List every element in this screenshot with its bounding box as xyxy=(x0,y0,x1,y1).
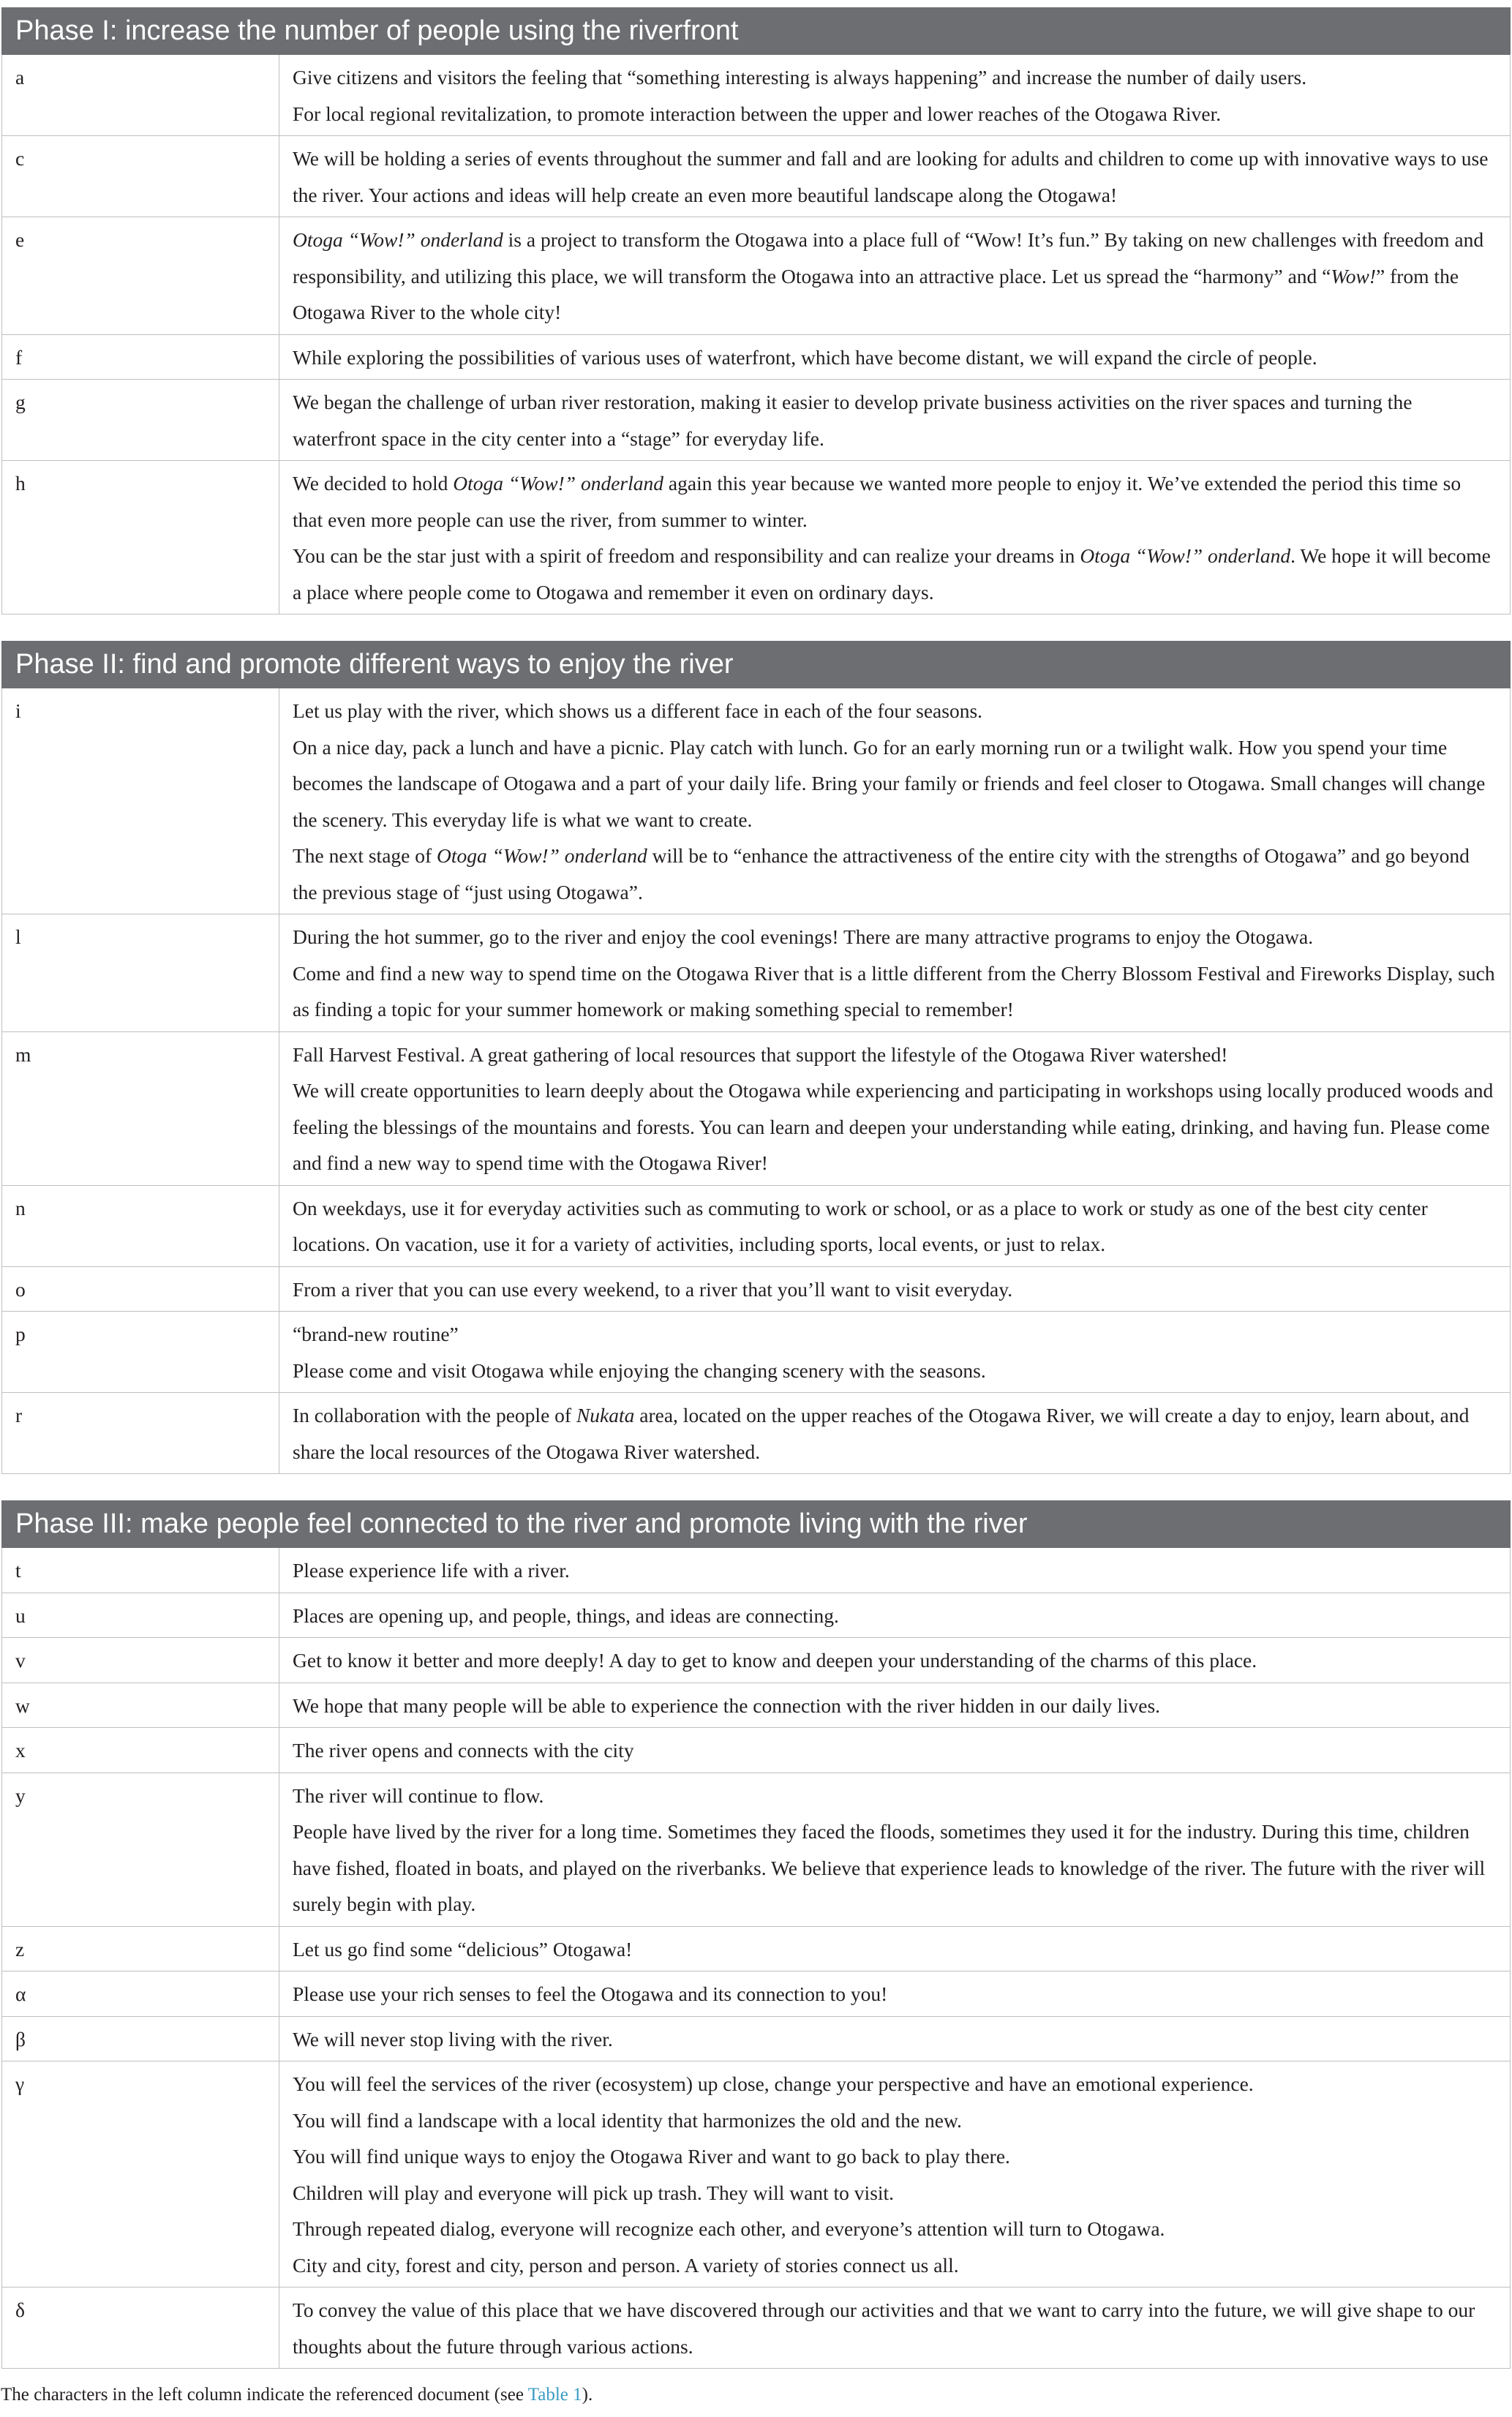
cell-paragraph xyxy=(293,1552,1496,1589)
text-segment: Children will play and everyone will pick up trash. They will want to visit. xyxy=(293,2181,895,2204)
document-id-cell: y xyxy=(2,1773,279,1926)
cell-paragraph xyxy=(293,2102,1496,2139)
table-row xyxy=(1,2061,1511,2288)
text-segment: You will feel the services of the river (ecosystem) up close, change your perspective and have an emotional experience. xyxy=(293,2072,1254,2095)
phase-section xyxy=(1,641,1511,1474)
table-row xyxy=(1,1312,1511,1393)
document-id-cell: f xyxy=(2,335,279,380)
cell-paragraph xyxy=(293,1642,1496,1679)
table-row xyxy=(1,136,1511,217)
document-id-cell: α xyxy=(2,1971,279,2016)
cell-paragraph xyxy=(293,59,1496,96)
italic-text: Wow! xyxy=(1331,264,1377,287)
document-id-cell: c xyxy=(2,136,279,217)
table-row xyxy=(1,2017,1511,2062)
table-1-link[interactable]: Table 1 xyxy=(527,2385,582,2405)
document-id-cell: v xyxy=(2,1638,279,1683)
cell-paragraph xyxy=(293,1271,1496,1308)
table-row xyxy=(1,1971,1511,2017)
text-segment: You can be the star just with a spirit of freedom and responsibility and can realize your dreams in xyxy=(293,544,1080,567)
text-segment: Give citizens and visitors the feeling that “something interesting is always happening” and increase the number of daily users. xyxy=(293,66,1307,89)
text-segment: The next stage of xyxy=(293,844,437,867)
table-footnote xyxy=(1,2379,1511,2411)
footnote-text-end: ). xyxy=(582,2385,593,2405)
text-segment: We will be holding a series of events throughout the summer and fall and are looking for adults and children to come up with innovative ways to use the river. Your actions and ideas will help create an even more beautiful landscape along the Otogawa! xyxy=(293,147,1489,206)
statement-cell xyxy=(279,1728,1510,1773)
statement-cell xyxy=(279,1593,1510,1638)
cell-paragraph xyxy=(293,2247,1496,2284)
table-row xyxy=(1,1927,1511,1972)
italic-text: Otoga “Wow!” onderland xyxy=(453,472,664,495)
text-segment: You will find a landscape with a local identity that harmonizes the old and the new. xyxy=(293,2108,962,2132)
cell-paragraph xyxy=(293,2292,1496,2364)
cell-paragraph xyxy=(293,2066,1496,2102)
text-segment: Please use your rich senses to feel the Otogawa and its connection to you! xyxy=(293,1982,888,2005)
text-segment: “brand-new routine” xyxy=(293,1323,459,1345)
document-id-cell: g xyxy=(2,380,279,460)
cell-paragraph xyxy=(293,838,1496,910)
cell-paragraph xyxy=(293,2021,1496,2058)
document-id-cell: l xyxy=(2,914,279,1031)
cell-paragraph xyxy=(293,222,1496,331)
statement-cell xyxy=(279,1971,1510,2016)
cell-paragraph xyxy=(293,955,1496,1028)
text-segment: While exploring the possibilities of various uses of waterfront, which have become distant, we will expand the circle of people. xyxy=(293,345,1317,369)
italic-text: Otoga “Wow!” onderland xyxy=(1080,544,1291,567)
text-segment: ” from the Otogawa River to the whole city! xyxy=(293,264,1459,323)
italic-text: Nukata xyxy=(576,1404,635,1426)
text-segment: The river will continue to flow. xyxy=(293,1783,544,1807)
statement-cell xyxy=(279,1032,1510,1185)
table-row xyxy=(1,55,1511,136)
document-id-cell: r xyxy=(2,1393,279,1473)
text-segment: On weekdays, use it for everyday activities such as commuting to work or school, or as a place to work or study as one of the best city center locations. On vacation, use it for a variety of activities, including sports, local events, or just to relax. xyxy=(293,1196,1428,1255)
table-row xyxy=(1,1728,1511,1773)
cell-paragraph xyxy=(293,919,1496,955)
text-segment: You will find unique ways to enjoy the Otogawa River and want to go back to play there. xyxy=(293,2145,1010,2168)
statement-cell xyxy=(279,2061,1510,2287)
text-segment: From a river that you can use every weekend, to a river that you’ll want to visit everyday. xyxy=(293,1277,1013,1301)
statement-cell xyxy=(279,688,1510,914)
text-segment: The river opens and connects with the city xyxy=(293,1739,634,1762)
statement-cell xyxy=(279,914,1510,1031)
statement-cell xyxy=(279,55,1510,135)
phase-section xyxy=(1,1500,1511,2369)
table-row xyxy=(1,380,1511,461)
cell-paragraph xyxy=(293,1778,1496,1814)
cell-paragraph xyxy=(293,729,1496,838)
text-segment: . We hope it will become a place where people come to Otogawa and remember it even on ordinary days. xyxy=(293,544,1491,604)
text-segment: area, located on the upper reaches of the Otogawa River, we will create a day to enjoy, learn about, and share the local resources of the Otogawa River watershed. xyxy=(293,1404,1470,1463)
cell-paragraph xyxy=(293,465,1496,538)
document-id-cell: o xyxy=(2,1267,279,1312)
statement-cell xyxy=(279,2288,1510,2368)
statement-cell xyxy=(279,2017,1510,2061)
statement-cell xyxy=(279,1393,1510,1473)
statement-cell xyxy=(279,461,1510,614)
phase-header: Phase III: make people feel connected to the river and promote living with the river xyxy=(1,1500,1511,1548)
table-row xyxy=(1,2288,1511,2369)
phase-header: Phase II: find and promote different ways to enjoy the river xyxy=(1,641,1511,688)
text-segment: Let us play with the river, which shows us a different face in each of the four seasons. xyxy=(293,699,983,722)
phase-statements-table xyxy=(1,7,1511,2411)
statement-cell xyxy=(279,1312,1510,1392)
cell-paragraph xyxy=(293,1397,1496,1470)
cell-paragraph xyxy=(293,1813,1496,1922)
table-row xyxy=(1,217,1511,335)
text-segment: To convey the value of this place that we have discovered through our activities and that we want to carry into the future, we will give shape to our thoughts about the future through various actions. xyxy=(293,2298,1475,2358)
document-id-cell: i xyxy=(2,688,279,914)
document-id-cell: u xyxy=(2,1593,279,1638)
cell-paragraph xyxy=(293,339,1496,376)
cell-paragraph xyxy=(293,1931,1496,1968)
statement-cell xyxy=(279,1683,1510,1728)
cell-paragraph xyxy=(293,140,1496,213)
table-row xyxy=(1,1393,1511,1474)
text-segment: Let us go find some “delicious” Otogawa! xyxy=(293,1937,633,1961)
text-segment: again this year because we wanted more people to enjoy it. We’ve extended the period this time so that even more people can use the river, from summer to winter. xyxy=(293,472,1462,531)
document-id-cell: w xyxy=(2,1683,279,1728)
table-row xyxy=(1,1186,1511,1267)
table-row xyxy=(1,1773,1511,1927)
text-segment: Fall Harvest Festival. A great gathering of local resources that support the lifestyle of the Otogawa River watershed! xyxy=(293,1042,1228,1066)
cell-paragraph xyxy=(293,693,1496,729)
text-segment: For local regional revitalization, to promote interaction between the upper and lower reaches of the Otogawa River. xyxy=(293,102,1222,125)
cell-paragraph xyxy=(293,96,1496,132)
document-id-cell: m xyxy=(2,1032,279,1185)
table-row xyxy=(1,1032,1511,1186)
italic-text: Otoga “Wow!” onderland xyxy=(293,228,503,251)
cell-paragraph xyxy=(293,384,1496,456)
statement-cell xyxy=(279,1186,1510,1266)
statement-cell xyxy=(279,1548,1510,1593)
document-id-cell: β xyxy=(2,2017,279,2061)
statement-cell xyxy=(279,1267,1510,1312)
text-segment: City and city, forest and city, person and person. A variety of stories connect us all. xyxy=(293,2253,959,2277)
cell-paragraph xyxy=(293,1976,1496,2012)
text-segment: People have lived by the river for a long time. Sometimes they faced the floods, sometimes they used it for the industry. During this time, children have fished, floated in boats, and played on the riverbanks. We believe that experience leads to knowledge of the river. The future with the river will surely begin with play. xyxy=(293,1820,1486,1915)
statement-cell xyxy=(279,1927,1510,1971)
statement-cell xyxy=(279,1773,1510,1926)
text-segment: We began the challenge of urban river restoration, making it easier to develop private business activities on the river spaces and turning the waterfront space in the city center into a “stage” for everyday life. xyxy=(293,391,1413,450)
cell-paragraph xyxy=(293,2211,1496,2247)
document-id-cell: γ xyxy=(2,2061,279,2287)
text-segment: On a nice day, pack a lunch and have a picnic. Play catch with lunch. Go for an early morning run or a twilight walk. How you spend your time becomes the landscape of Otogawa and a part of your daily life. Bring your family or friends and feel closer to Otogawa. Small changes will change the scenery. This everyday life is what we want to create. xyxy=(293,735,1486,831)
document-id-cell: x xyxy=(2,1728,279,1773)
table-row xyxy=(1,688,1511,914)
text-segment: Through repeated dialog, everyone will recognize each other, and everyone’s attention will turn to Otogawa. xyxy=(293,2217,1165,2240)
table-row xyxy=(1,1593,1511,1639)
footnote-text: The characters in the left column indicate the referenced document (see xyxy=(1,2385,528,2405)
cell-paragraph xyxy=(293,1598,1496,1634)
table-row xyxy=(1,335,1511,380)
text-segment: Please experience life with a river. xyxy=(293,1559,570,1582)
text-segment: During the hot summer, go to the river and enjoy the cool evenings! There are many attractive programs to enjoy the Otogawa. xyxy=(293,925,1314,948)
cell-paragraph xyxy=(293,1353,1496,1389)
cell-paragraph xyxy=(293,1072,1496,1181)
italic-text: Otoga “Wow!” onderland xyxy=(437,844,647,867)
document-id-cell: e xyxy=(2,217,279,334)
document-id-cell: a xyxy=(2,55,279,135)
cell-paragraph xyxy=(293,2138,1496,2175)
statement-cell xyxy=(279,380,1510,460)
table-row xyxy=(1,1683,1511,1729)
table-row xyxy=(1,914,1511,1032)
cell-paragraph xyxy=(293,1316,1496,1353)
text-segment: Please come and visit Otogawa while enjoying the changing scenery with the seasons. xyxy=(293,1358,986,1382)
statement-cell xyxy=(279,217,1510,334)
text-segment: We will create opportunities to learn deeply about the Otogawa while experiencing and participating in workshops using locally produced woods and feeling the blessings of the mountains and forests. You can learn and deepen your understanding while eating, drinking, and having fun. Please come and find a new way to spend time with the Otogawa River! xyxy=(293,1079,1494,1174)
text-segment: We decided to hold xyxy=(293,472,454,495)
table-row xyxy=(1,461,1511,614)
table-row xyxy=(1,1638,1511,1683)
text-segment: Come and find a new way to spend time on the Otogawa River that is a little different from the Cherry Blossom Festival and Fireworks Display, such as finding a topic for your summer homework or making something special to remember! xyxy=(293,961,1495,1020)
table-row xyxy=(1,1548,1511,1593)
cell-paragraph xyxy=(293,1190,1496,1263)
statement-cell xyxy=(279,1638,1510,1683)
document-id-cell: n xyxy=(2,1186,279,1266)
cell-paragraph xyxy=(293,1037,1496,1073)
statement-cell xyxy=(279,136,1510,217)
text-segment: Places are opening up, and people, things, and ideas are connecting. xyxy=(293,1604,839,1627)
statement-cell xyxy=(279,335,1510,380)
cell-paragraph xyxy=(293,2175,1496,2211)
phase-section xyxy=(1,7,1511,614)
text-segment: In collaboration with the people of xyxy=(293,1404,576,1426)
document-id-cell: z xyxy=(2,1927,279,1971)
cell-paragraph xyxy=(293,1732,1496,1769)
document-id-cell: p xyxy=(2,1312,279,1392)
text-segment: We will never stop living with the river. xyxy=(293,2027,613,2050)
cell-paragraph xyxy=(293,538,1496,610)
cell-paragraph xyxy=(293,1688,1496,1724)
phases-container xyxy=(1,7,1511,2369)
phase-header: Phase I: increase the number of people using the riverfront xyxy=(1,7,1511,55)
text-segment: Get to know it better and more deeply! A day to get to know and deepen your understanding of the charms of this place. xyxy=(293,1649,1257,1672)
text-segment: is a project to transform the Otogawa into a place full of “Wow! It’s fun.” By taking on new challenges with freedom and responsibility, and utilizing this place, we will transform the Otogawa into an attractive place. Let us spread the “harmony” and “ xyxy=(293,228,1484,287)
document-id-cell: h xyxy=(2,461,279,614)
table-row xyxy=(1,1267,1511,1312)
text-segment: will be to “enhance the attractiveness of the entire city with the strengths of Otogawa” and go beyond the previous stage of “just using Otogawa”. xyxy=(293,844,1470,903)
document-id-cell: t xyxy=(2,1548,279,1593)
document-id-cell: δ xyxy=(2,2288,279,2368)
text-segment: We hope that many people will be able to experience the connection with the river hidden in our daily lives. xyxy=(293,1694,1161,1717)
